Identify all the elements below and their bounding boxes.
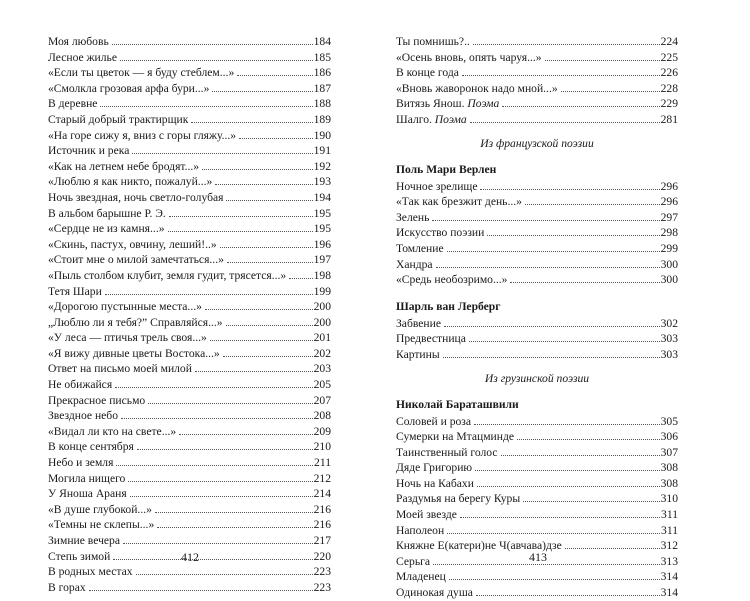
spacer (396, 288, 678, 296)
toc-entry (396, 316, 678, 332)
entry-title: Младенец (396, 570, 446, 584)
toc-entry (396, 34, 678, 50)
entry-page-number: 311 (661, 508, 678, 522)
toc-entry (48, 284, 331, 300)
entry-title: «Сердце не из камня...» (48, 222, 165, 236)
dot-leader (179, 433, 312, 435)
toc-entry (48, 361, 331, 377)
dot-leader (220, 246, 313, 248)
dot-leader (462, 74, 660, 76)
entry-title: У Яноша Араня (48, 487, 127, 501)
page-number: 412 (181, 550, 199, 564)
left-toc-list (48, 34, 331, 595)
toc-entry (396, 414, 678, 430)
entry-title: Зелень (396, 210, 430, 224)
dot-leader (205, 308, 313, 310)
dot-leader (523, 500, 659, 502)
entry-title: Сумерки на Мтацминде (396, 430, 515, 444)
dot-leader (89, 589, 313, 591)
toc-entry (48, 221, 331, 237)
entry-page-number: 211 (314, 456, 331, 470)
entry-page-number: 298 (660, 226, 678, 240)
dot-leader (474, 423, 660, 425)
entry-page-number: 313 (660, 554, 678, 568)
entry-page-number: 217 (313, 534, 331, 547)
entry-page-number: 296 (660, 195, 678, 209)
entry-title: Ответ на письмо моей милой (48, 362, 192, 376)
dot-leader (210, 339, 313, 341)
dot-leader (132, 152, 312, 154)
toc-entry (396, 507, 678, 523)
entry-page-number: 228 (660, 81, 678, 95)
entry-title: «На горе сижу я, вниз с горы гляжу...» (48, 128, 237, 142)
entry-page-number: 185 (313, 50, 331, 64)
entry-title: «Средь необозримо...» (396, 273, 508, 287)
entry-page-number: 307 (660, 445, 678, 459)
entry-title: Одинокая душа (396, 586, 473, 600)
dot-leader (115, 386, 312, 388)
entry-title: Ты помнишь?.. (396, 35, 470, 48)
entry-title: Ночное зрелище (396, 179, 478, 193)
dot-leader (477, 485, 660, 487)
entry-title: Ночь на Кабахи (396, 476, 474, 490)
entry-page-number: 302 (660, 316, 678, 330)
entry-title: Могила нищего (48, 471, 126, 485)
entry-page-number: 201 (313, 331, 331, 345)
entry-page-number: 314 (660, 586, 678, 600)
entry-page-number: 303 (660, 332, 678, 346)
section-heading-georgian: Из грузинской поэзии (484, 371, 590, 385)
toc-entry (48, 252, 331, 268)
entry-page-number: 214 (313, 487, 331, 501)
dot-leader (447, 250, 660, 252)
entry-page-number: 196 (313, 237, 331, 251)
toc-entry (48, 502, 331, 518)
entry-title: «Стоит мне о милой замечтаться...» (48, 253, 224, 267)
toc-entry (48, 190, 331, 206)
entry-title: «Смолкла грозовая арфа бури...» (48, 81, 210, 95)
toc-entry (48, 81, 331, 97)
entry-title: Небо и земля (48, 456, 114, 470)
entry-title: «Так как брезжит день...» (396, 195, 522, 209)
entry-page-number: 220 (313, 549, 331, 563)
dot-leader (239, 137, 313, 139)
author-heading-verlaine: Поль Мари Верлен (396, 162, 497, 176)
entry-title: Не обижайся (48, 378, 113, 392)
entry-title: В конце года (396, 66, 459, 80)
toc-entry (396, 179, 678, 195)
dot-leader (130, 495, 313, 497)
entry-page-number: 195 (313, 206, 331, 220)
toc-entry (396, 65, 678, 81)
entry-page-number: 308 (660, 476, 678, 490)
entry-page-number: 209 (313, 424, 331, 438)
dot-leader (226, 324, 313, 326)
entry-page-number: 224 (660, 35, 678, 48)
entry-page-number: 303 (660, 347, 678, 361)
toc-entry (48, 143, 331, 159)
entry-page-number: 210 (313, 440, 331, 454)
dot-leader (525, 203, 660, 205)
entry-page-number: 188 (313, 97, 331, 111)
dot-leader (565, 547, 660, 549)
entry-page-number: 296 (660, 179, 678, 193)
entry-title: Лесное жилье (48, 50, 117, 64)
entry-page-number: 200 (313, 300, 331, 314)
entry-title: «Как на летнем небе бродят...» (48, 159, 200, 173)
entry-title: Раздумья на берегу Куры (396, 492, 521, 506)
dot-leader (112, 43, 313, 45)
toc-entry (396, 194, 678, 210)
dot-leader (237, 74, 312, 76)
dot-leader (436, 266, 660, 268)
toc-entry (396, 257, 678, 273)
entry-title: Прекрасное письмо (48, 393, 146, 407)
entry-page-number: 297 (660, 210, 678, 224)
toc-entry (48, 533, 331, 549)
entry-title: «Вновь жаворонок надо мной...» (396, 81, 558, 95)
toc-entry (48, 517, 331, 533)
entry-title: В альбом барышне Р. Э. (48, 206, 166, 220)
entry-page-number: 300 (660, 273, 678, 287)
entry-title: «В душе глубокой...» (48, 502, 152, 516)
entry-title: «Пыль столбом клубит, земля гудит, трясется...» (48, 268, 287, 282)
dot-leader (480, 188, 659, 190)
entry-title: Забвение (396, 316, 441, 330)
toc-entry (396, 585, 678, 601)
dot-leader (116, 464, 313, 466)
toc-entry (48, 268, 331, 284)
dot-leader (502, 105, 659, 107)
toc-entry (48, 330, 331, 346)
entry-page-number: 229 (660, 97, 678, 111)
toc-entry (48, 299, 331, 315)
toc-entry (48, 237, 331, 253)
entry-title: „Люблю ли я тебя?” Справляйся...» (48, 315, 223, 329)
entry-title: Дяде Григорию (396, 461, 473, 475)
entry-title: Хандра (396, 257, 433, 271)
entry-page-number: 299 (660, 241, 678, 255)
entry-title: В родных местах (48, 565, 133, 579)
dot-leader (501, 454, 660, 456)
dot-leader (212, 90, 312, 92)
dot-leader (473, 43, 660, 45)
dot-leader (510, 281, 659, 283)
entry-page-number: 187 (313, 81, 331, 95)
toc-entry (48, 439, 331, 455)
entry-title: «Если ты цветок — я буду стеблем...» (48, 66, 235, 80)
toc-entry (48, 377, 331, 393)
toc-entry (48, 408, 331, 424)
entry-title: Зимние вечера (48, 534, 120, 547)
entry-title: В деревне (48, 97, 98, 111)
toc-entry (396, 460, 678, 476)
toc-entry (396, 569, 678, 585)
entry-title: «Я вижу дивные цветы Востока...» (48, 346, 220, 360)
dot-leader (223, 355, 313, 357)
dot-leader (100, 105, 312, 107)
toc-entry (48, 159, 331, 175)
dot-leader (168, 230, 313, 232)
toc-entry (48, 128, 331, 144)
dot-leader (545, 59, 660, 61)
entry-page-number: 212 (313, 471, 331, 485)
dot-leader (137, 448, 313, 450)
entry-page-number: 195 (313, 222, 331, 236)
toc-entry (48, 580, 331, 596)
entry-title: Таинственный голос (396, 445, 498, 459)
dot-leader (469, 340, 660, 342)
toc-entry (396, 347, 678, 363)
toc-entry (396, 476, 678, 492)
dot-leader (487, 234, 659, 236)
dot-leader (128, 480, 312, 482)
dot-leader (289, 277, 312, 279)
entry-page-number: 207 (313, 393, 331, 407)
dot-leader (121, 417, 313, 419)
entry-title: В конце сентября (48, 440, 134, 454)
toc-entry (48, 174, 331, 190)
dot-leader (226, 199, 312, 201)
entry-page-number: 314 (660, 570, 678, 584)
toc-entry (396, 491, 678, 507)
dot-leader (148, 402, 312, 404)
right-toc-list (396, 34, 678, 601)
entry-title: Княжне Е(катери)не Ч(авчава)дзе (396, 539, 562, 553)
entry-title: Ночь звездная, ночь светло-голубая (48, 190, 224, 204)
entry-page-number: 194 (313, 190, 331, 204)
author-heading-baratashvili: Николай Бараташвили (396, 397, 519, 411)
dot-leader (157, 526, 312, 528)
toc-entry (396, 241, 678, 257)
entry-page-number: 223 (313, 580, 331, 594)
toc-entry (396, 429, 678, 445)
entry-page-number: 311 (661, 523, 678, 537)
entry-page-number: 216 (313, 502, 331, 516)
dot-leader (517, 438, 660, 440)
dot-leader (120, 59, 313, 61)
dot-leader (202, 168, 313, 170)
dot-leader (136, 573, 313, 575)
dot-leader (432, 219, 659, 221)
toc-entry (48, 65, 331, 81)
author-heading-lerberghe: Шарль ван Лерберг (396, 299, 501, 313)
entry-page-number: 305 (660, 414, 678, 428)
toc-entry (396, 112, 678, 128)
entry-page-number: 184 (313, 35, 331, 48)
dot-leader (105, 293, 313, 295)
entry-title: «Дорогою пустынные места...» (48, 300, 202, 314)
toc-entry (48, 486, 331, 502)
entry-title: Тетя Шари (48, 284, 102, 298)
entry-page-number: 189 (313, 112, 331, 126)
toc-entry (396, 523, 678, 539)
entry-title: Наполеон (396, 523, 445, 537)
entry-title: Моя любовь (48, 35, 109, 48)
entry-title: Степь зимой (48, 549, 111, 563)
entry-title: «У леса — птичья трель своя...» (48, 331, 207, 345)
entry-page-number: 202 (313, 346, 331, 360)
toc-entry (396, 331, 678, 347)
toc-entry (48, 346, 331, 362)
entry-title: Витязь Янош. Поэма (396, 97, 500, 111)
toc-entry (396, 96, 678, 112)
toc-entry (396, 210, 678, 226)
section-heading-french: Из французской поэзии (480, 136, 594, 150)
dot-leader (443, 356, 660, 358)
dot-leader (447, 532, 660, 534)
toc-entry (48, 315, 331, 331)
toc-entry (48, 471, 331, 487)
entry-page-number: 190 (313, 128, 331, 142)
entry-title: «Темны не склепы...» (48, 518, 155, 532)
entry-title: Шалго. Поэма (396, 112, 467, 126)
entry-page-number: 300 (660, 257, 678, 271)
toc-entry (48, 50, 331, 66)
toc-entry (396, 272, 678, 288)
entry-page-number: 223 (313, 565, 331, 579)
dot-leader (169, 215, 313, 217)
entry-title: Искусство поэзии (396, 226, 485, 240)
toc-entry (48, 206, 331, 222)
toc-entry (396, 445, 678, 461)
left-page (0, 0, 375, 594)
toc-entry (48, 112, 331, 128)
entry-title: Соловей и роза (396, 414, 472, 428)
toc-entry (48, 34, 331, 50)
entry-title: Моей звезде (396, 508, 457, 522)
entry-page-number: 186 (313, 66, 331, 80)
entry-title: «Люблю я как никто, пожалуй...» (48, 175, 213, 189)
dot-leader (155, 511, 313, 513)
entry-page-number: 308 (660, 461, 678, 475)
entry-title: «Осень вновь, опять чаруя...» (396, 50, 542, 64)
toc-entry (396, 50, 678, 66)
entry-title: Старый добрый трактирщик (48, 112, 189, 126)
toc-entry (48, 564, 331, 580)
entry-title: Источник и река (48, 144, 130, 158)
toc-entry (48, 424, 331, 440)
toc-entry (396, 225, 678, 241)
dot-leader (191, 121, 312, 123)
entry-title: Предвестница (396, 332, 466, 346)
entry-page-number: 193 (313, 175, 331, 189)
entry-page-number: 199 (313, 284, 331, 298)
entry-title: «Скинь, пастух, овчину, леший!..» (48, 237, 217, 251)
dot-leader (215, 183, 312, 185)
entry-page-number: 281 (660, 112, 678, 126)
entry-title: Звездное небо (48, 409, 119, 423)
entry-page-number: 306 (660, 430, 678, 444)
entry-page-number: 198 (313, 268, 331, 282)
toc-entry (48, 393, 331, 409)
entry-page-number: 208 (313, 409, 331, 423)
entry-title: В горах (48, 580, 86, 594)
toc-entry (48, 96, 331, 112)
entry-title: Картины (396, 347, 440, 361)
entry-page-number: 203 (313, 362, 331, 376)
dot-leader (460, 516, 660, 518)
dot-leader (475, 469, 660, 471)
entry-title: «Видал ли кто на свете...» (48, 424, 177, 438)
entry-page-number: 200 (313, 315, 331, 329)
entry-page-number: 192 (313, 159, 331, 173)
entry-title: Серьга (396, 554, 431, 568)
entry-page-number: 312 (660, 539, 678, 553)
dot-leader (470, 121, 660, 123)
entry-page-number: 310 (660, 492, 678, 506)
dot-leader (444, 325, 660, 327)
toc-entry (48, 455, 331, 471)
entry-page-number: 225 (660, 50, 678, 64)
entry-page-number: 226 (660, 66, 678, 80)
dot-leader (476, 594, 660, 596)
entry-page-number: 216 (313, 518, 331, 532)
entry-title: Томление (396, 241, 444, 255)
entry-page-number: 205 (313, 378, 331, 392)
dot-leader (227, 261, 313, 263)
entry-page-number: 191 (313, 144, 331, 158)
right-page (375, 0, 750, 600)
dot-leader (449, 578, 660, 580)
dot-leader (561, 90, 660, 92)
toc-entry (396, 81, 678, 97)
dot-leader (123, 542, 313, 544)
page-number: 413 (529, 550, 547, 564)
entry-page-number: 197 (313, 253, 331, 267)
dot-leader (195, 370, 313, 372)
